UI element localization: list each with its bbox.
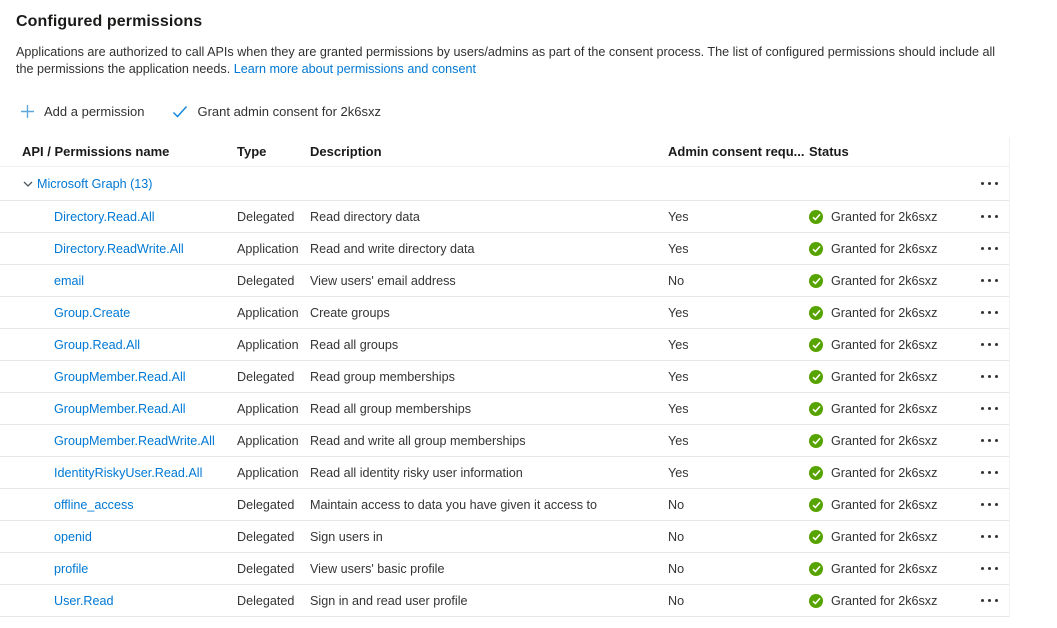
table-row (0, 329, 1009, 361)
status-label: Granted for 2k6sxz (831, 241, 938, 256)
permission-rows (0, 201, 1009, 617)
permission-type-cell: Application (237, 305, 299, 320)
success-check-icon (809, 274, 823, 288)
status-label: Granted for 2k6sxz (831, 433, 938, 448)
status-cell (809, 242, 969, 256)
table-row (0, 297, 1009, 329)
admin-consent-required-cell: Yes (668, 401, 689, 416)
table-row (0, 553, 1009, 585)
permission-description-cell: Read and write directory data (310, 241, 475, 256)
permission-name-link[interactable]: openid (54, 529, 92, 544)
more-options-icon[interactable] (979, 499, 1000, 510)
checkmark-icon (172, 105, 188, 118)
permission-name-link[interactable]: offline_access (54, 497, 134, 512)
chevron-down-icon[interactable] (22, 178, 34, 190)
table-row (0, 361, 1009, 393)
permission-name-cell (22, 274, 237, 288)
grant-admin-consent-button[interactable] (172, 104, 381, 119)
add-permission-label: Add a permission (44, 103, 145, 119)
success-check-icon (809, 434, 823, 448)
row-menu-cell (969, 499, 1009, 510)
more-options-icon[interactable] (979, 178, 1000, 189)
page-description (0, 44, 1005, 78)
status-label: Granted for 2k6sxz (831, 209, 938, 224)
row-menu-cell (969, 435, 1009, 446)
group-link-microsoft-graph[interactable]: Microsoft Graph (13) (37, 176, 153, 191)
permission-description-cell: Sign users in (310, 529, 383, 544)
permission-type-cell: Application (237, 401, 299, 416)
permission-type-cell: Delegated (237, 497, 295, 512)
row-menu-cell (969, 275, 1009, 286)
permission-type-cell: Delegated (237, 593, 295, 608)
permission-name-cell (22, 498, 237, 512)
permission-type-cell: Delegated (237, 561, 295, 576)
permission-name-cell (22, 594, 237, 608)
permission-description-cell: Read all identity risky user information (310, 465, 523, 480)
permission-description-cell: View users' email address (310, 273, 456, 288)
success-check-icon (809, 338, 823, 352)
permission-description-cell: Read all groups (310, 337, 399, 352)
admin-consent-required-cell: No (668, 273, 685, 288)
row-menu-cell (969, 307, 1009, 318)
status-cell (809, 370, 969, 384)
group-menu-cell (969, 178, 1009, 189)
more-options-icon[interactable] (979, 371, 1000, 382)
permission-type-cell: Delegated (237, 209, 295, 224)
permission-name-link[interactable]: IdentityRiskyUser.Read.All (54, 465, 203, 480)
success-check-icon (809, 370, 823, 384)
more-options-icon[interactable] (979, 307, 1000, 318)
more-options-icon[interactable] (979, 243, 1000, 254)
success-check-icon (809, 242, 823, 256)
admin-consent-required-cell: No (668, 561, 685, 576)
row-menu-cell (969, 531, 1009, 542)
permission-name-link[interactable]: Group.Create (54, 305, 131, 320)
grant-admin-consent-label: Grant admin consent for 2k6sxz (197, 103, 381, 119)
table-row (0, 201, 1009, 233)
more-options-icon[interactable] (979, 595, 1000, 606)
success-check-icon (809, 594, 823, 608)
permission-description-cell: Read and write all group memberships (310, 433, 526, 448)
success-check-icon (809, 562, 823, 576)
success-check-icon (809, 530, 823, 544)
more-options-icon[interactable] (979, 531, 1000, 542)
more-options-icon[interactable] (979, 211, 1000, 222)
group-cell (22, 177, 969, 191)
permission-name-link[interactable]: Group.Read.All (54, 337, 141, 352)
row-menu-cell (969, 339, 1009, 350)
api-group-row-microsoft-graph (0, 167, 1009, 201)
status-cell (809, 594, 969, 608)
permissions-table (0, 137, 1010, 617)
page-title: Configured permissions (16, 13, 203, 30)
more-options-icon[interactable] (979, 339, 1000, 350)
permission-description-cell: View users' basic profile (310, 561, 445, 576)
col-header-status: Status (809, 144, 849, 159)
admin-consent-required-cell: Yes (668, 433, 689, 448)
permission-name-link[interactable]: GroupMember.Read.All (54, 369, 186, 384)
status-label: Granted for 2k6sxz (831, 305, 938, 320)
permission-name-link[interactable]: User.Read (54, 593, 114, 608)
row-menu-cell (969, 595, 1009, 606)
status-cell (809, 562, 969, 576)
success-check-icon (809, 466, 823, 480)
status-label: Granted for 2k6sxz (831, 273, 938, 288)
col-header-type: Type (237, 144, 267, 159)
permission-type-cell: Delegated (237, 369, 295, 384)
table-row (0, 393, 1009, 425)
row-menu-cell (969, 563, 1009, 574)
permission-name-cell (22, 242, 237, 256)
status-cell (809, 306, 969, 320)
row-menu-cell (969, 211, 1009, 222)
permission-name-cell (22, 466, 237, 480)
status-cell (809, 210, 969, 224)
status-cell (809, 402, 969, 416)
table-row (0, 265, 1009, 297)
status-label: Granted for 2k6sxz (831, 401, 938, 416)
permission-name-cell (22, 370, 237, 384)
admin-consent-required-cell: Yes (668, 241, 689, 256)
permission-description-cell: Read all group memberships (310, 401, 472, 416)
status-cell (809, 338, 969, 352)
table-row (0, 425, 1009, 457)
permission-name-link[interactable]: Directory.ReadWrite.All (54, 241, 184, 256)
admin-consent-required-cell: Yes (668, 305, 689, 320)
status-cell (809, 434, 969, 448)
permission-name-cell (22, 338, 237, 352)
permission-description-cell: Create groups (310, 305, 390, 320)
permission-type-cell: Delegated (237, 529, 295, 544)
permission-name-cell (22, 530, 237, 544)
permission-description-cell: Read directory data (310, 209, 420, 224)
permission-name-link[interactable]: GroupMember.Read.All (54, 401, 186, 416)
more-options-icon[interactable] (979, 403, 1000, 414)
col-header-admin-consent-required: Admin consent requ... (668, 144, 805, 159)
status-cell (809, 530, 969, 544)
row-menu-cell (969, 243, 1009, 254)
permission-description-cell: Read group memberships (310, 369, 455, 384)
success-check-icon (809, 306, 823, 320)
permission-name-cell (22, 306, 237, 320)
admin-consent-required-cell: Yes (668, 337, 689, 352)
table-row (0, 457, 1009, 489)
permission-name-cell (22, 210, 237, 224)
table-row (0, 585, 1009, 617)
status-cell (809, 274, 969, 288)
status-label: Granted for 2k6sxz (831, 337, 938, 352)
table-row (0, 521, 1009, 553)
permission-type-cell: Application (237, 337, 299, 352)
permission-name-cell (22, 562, 237, 576)
success-check-icon (809, 498, 823, 512)
permission-type-cell: Application (237, 433, 299, 448)
status-label: Granted for 2k6sxz (831, 497, 938, 512)
permission-type-cell: Delegated (237, 273, 295, 288)
permission-name-link[interactable]: GroupMember.ReadWrite.All (54, 433, 215, 448)
table-row (0, 233, 1009, 265)
permission-name-cell (22, 434, 237, 448)
command-bar (0, 99, 1057, 123)
status-cell (809, 498, 969, 512)
permission-name-link[interactable]: profile (54, 561, 89, 576)
permission-description-cell: Sign in and read user profile (310, 593, 468, 608)
admin-consent-required-cell: No (668, 529, 685, 544)
learn-more-link[interactable]: Learn more about permissions and consent (233, 62, 476, 76)
status-cell (809, 466, 969, 480)
status-label: Granted for 2k6sxz (831, 369, 938, 384)
success-check-icon (809, 210, 823, 224)
success-check-icon (809, 402, 823, 416)
add-permission-button[interactable] (20, 104, 144, 119)
status-label: Granted for 2k6sxz (831, 465, 938, 480)
col-header-api-permissions-name: API / Permissions name (22, 144, 170, 159)
admin-consent-required-cell: No (668, 497, 685, 512)
table-row (0, 489, 1009, 521)
admin-consent-required-cell: Yes (668, 209, 689, 224)
row-menu-cell (969, 371, 1009, 382)
more-options-icon[interactable] (979, 563, 1000, 574)
description-text: Applications are authorized to call APIs when they are granted permissions by users/admins as part of the consent process. The list of configured permissions should include all the permissions the application needs. (16, 45, 996, 76)
more-options-icon[interactable] (979, 435, 1000, 446)
table-header-row (0, 137, 1009, 167)
permission-type-cell: Application (237, 241, 299, 256)
admin-consent-required-cell: Yes (668, 465, 689, 480)
permission-name-cell (22, 402, 237, 416)
permission-name-link[interactable]: Directory.Read.All (54, 209, 155, 224)
status-label: Granted for 2k6sxz (831, 593, 938, 608)
col-header-description: Description (310, 144, 382, 159)
admin-consent-required-cell: No (668, 593, 685, 608)
status-label: Granted for 2k6sxz (831, 529, 938, 544)
permission-name-link[interactable]: email (54, 273, 85, 288)
more-options-icon[interactable] (979, 275, 1000, 286)
row-menu-cell (969, 467, 1009, 478)
more-options-icon[interactable] (979, 467, 1000, 478)
row-menu-cell (969, 403, 1009, 414)
permission-type-cell: Application (237, 465, 299, 480)
status-label: Granted for 2k6sxz (831, 561, 938, 576)
permission-description-cell: Maintain access to data you have given it access to (310, 497, 598, 512)
admin-consent-required-cell: Yes (668, 369, 689, 384)
plus-icon (20, 104, 35, 119)
